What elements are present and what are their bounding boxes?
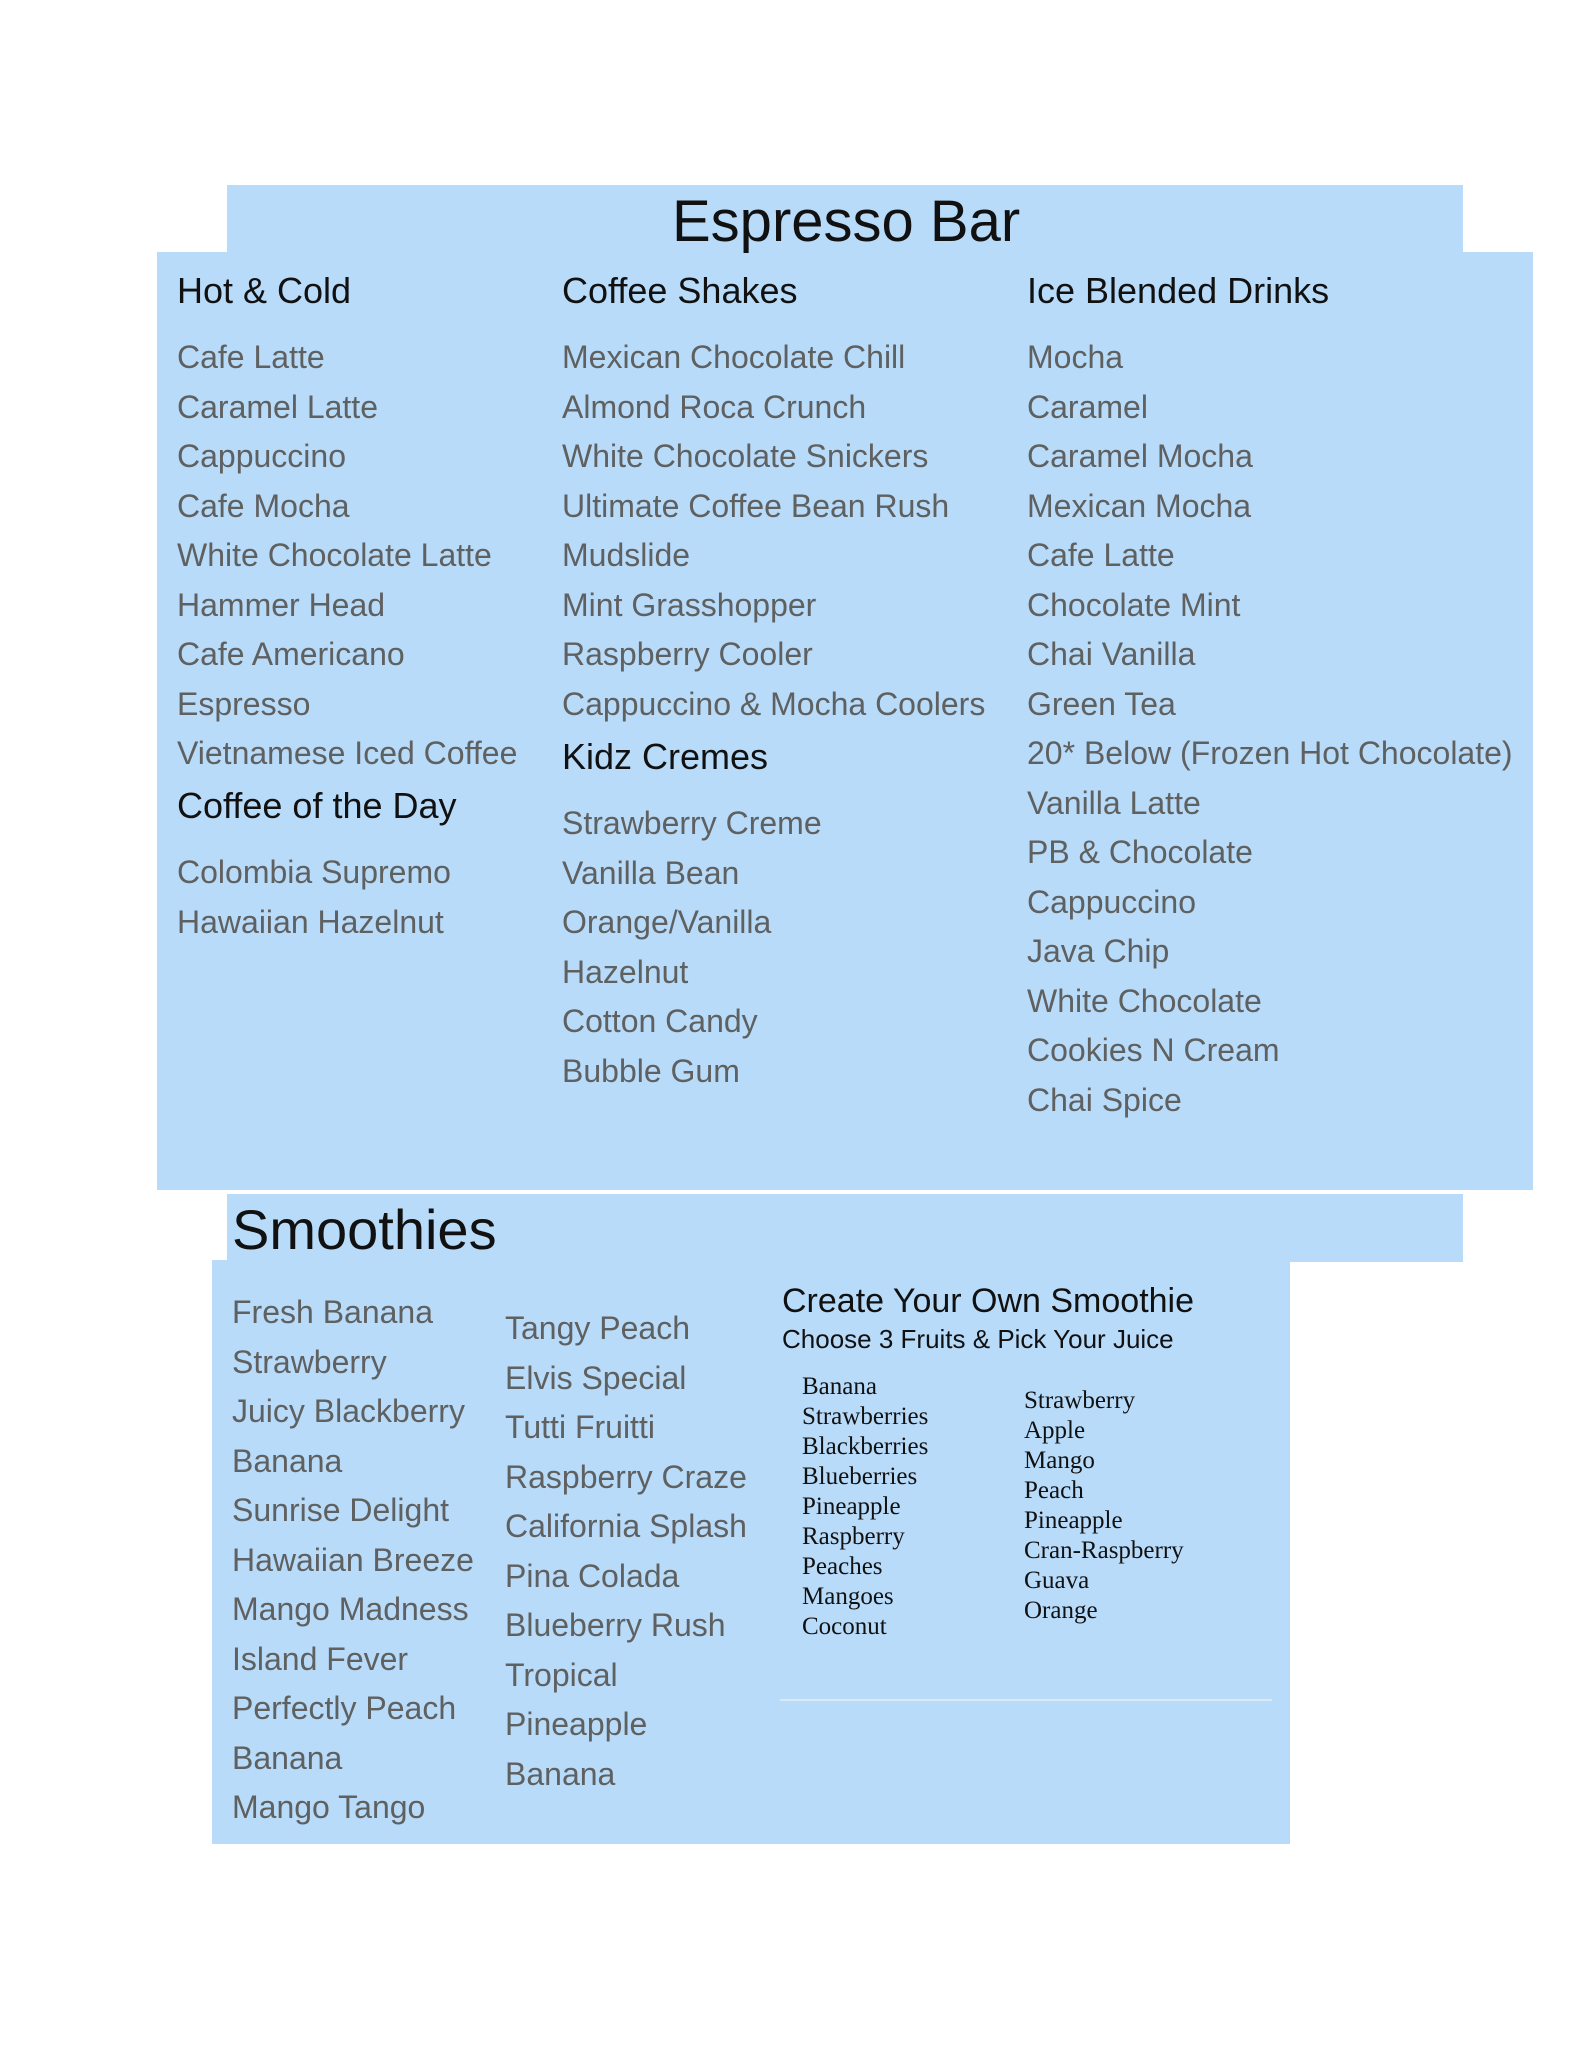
list-item: Raspberry: [802, 1523, 905, 1550]
list-item: Fresh Banana: [232, 1294, 434, 1330]
hot-cold-list: [177, 333, 517, 779]
list-item: PB & Chocolate: [1027, 834, 1253, 870]
ice-blended-list: [1027, 333, 1513, 1125]
coffee-shakes-heading: Coffee Shakes: [562, 270, 798, 311]
fruits-list: [802, 1372, 928, 1642]
juices-list: [1024, 1386, 1184, 1626]
list-item: Hawaiian Breeze: [232, 1541, 474, 1578]
list-item: Caramel Latte: [177, 388, 378, 425]
list-item: Banana: [505, 1755, 616, 1792]
list-item: Cookies N Cream: [1027, 1032, 1280, 1068]
list-item: Mudslide: [562, 537, 691, 573]
list-item: Cafe Americano: [177, 636, 405, 672]
list-item: Tutti Fruitti: [505, 1409, 655, 1445]
list-item: Chai Spice: [1027, 1081, 1182, 1118]
list-item: Pineapple: [1024, 1507, 1123, 1534]
list-item: Coconut: [802, 1613, 887, 1640]
list-item: Peaches: [802, 1553, 883, 1580]
list-item: Banana: [802, 1373, 877, 1400]
list-item: Elvis Special: [505, 1359, 687, 1396]
list-item: Cotton Candy: [562, 1003, 758, 1039]
list-item: Strawberries: [802, 1403, 929, 1430]
coffee-shakes-list: [562, 333, 985, 729]
list-item: Cafe Latte: [177, 339, 325, 375]
list-item: Cappuccino: [177, 438, 346, 474]
list-item: Blueberry Rush: [505, 1607, 726, 1643]
list-item: Sunrise Delight: [232, 1492, 449, 1528]
list-item: Cafe Latte: [1027, 537, 1175, 573]
list-item: Strawberry Creme: [562, 805, 822, 841]
list-item: Espresso: [177, 685, 311, 722]
list-item: Tropical: [505, 1656, 618, 1693]
list-item: Caramel: [1027, 388, 1148, 425]
list-item: Juicy Blackberry: [232, 1393, 465, 1429]
list-item: Pineapple: [505, 1706, 648, 1742]
kidz-cremes-list: [562, 799, 822, 1096]
list-item: Banana: [232, 1442, 343, 1479]
list-item: Orange/Vanilla: [562, 904, 772, 940]
list-item: Strawberry: [1024, 1387, 1136, 1414]
list-item: Blackberries: [802, 1433, 929, 1460]
kidz-cremes-heading: Kidz Cremes: [562, 736, 769, 777]
list-item: Apple: [1024, 1417, 1086, 1444]
hot-cold-heading: Hot & Cold: [177, 270, 352, 311]
list-item: Island Fever: [232, 1640, 409, 1677]
list-item: Mango Tango: [232, 1789, 426, 1825]
list-item: Cafe Mocha: [177, 487, 350, 524]
list-item: Perfectly Peach: [232, 1690, 457, 1726]
list-item: Mexican Mocha: [1027, 487, 1252, 524]
list-item: Strawberry: [232, 1343, 387, 1380]
list-item: Pineapple: [802, 1493, 901, 1520]
create-own-divider: [780, 1699, 1272, 1701]
list-item: Pina Colada: [505, 1557, 680, 1594]
list-item: Ultimate Coffee Bean Rush: [562, 487, 950, 524]
list-item: Blueberries: [802, 1463, 918, 1490]
list-item: Cran-Raspberry: [1024, 1537, 1184, 1564]
list-item: Caramel Mocha: [1027, 438, 1253, 474]
list-item: Java Chip: [1027, 933, 1170, 969]
list-item: Raspberry Cooler: [562, 636, 813, 672]
list-item: Banana: [232, 1739, 343, 1776]
smoothies-col1-list: [232, 1288, 474, 1833]
ice-blended-heading: Ice Blended Drinks: [1027, 270, 1330, 311]
list-item: Vietnamese Iced Coffee: [177, 735, 518, 771]
coffee-of-day-list: [177, 848, 451, 947]
list-item: Colombia Supremo: [177, 854, 451, 890]
list-item: Peach: [1024, 1477, 1084, 1504]
list-item: Hawaiian Hazelnut: [177, 903, 444, 940]
list-item: Cappuccino: [1027, 883, 1196, 920]
list-item: Cappuccino & Mocha Coolers: [562, 685, 986, 722]
list-item: 20* Below (Frozen Hot Chocolate): [1027, 735, 1513, 771]
list-item: White Chocolate Snickers: [562, 438, 929, 474]
list-item: Mango: [1024, 1447, 1095, 1474]
list-item: Chocolate Mint: [1027, 586, 1241, 623]
create-own-heading: Create Your Own Smoothie: [782, 1282, 1195, 1320]
coffee-of-day-heading: Coffee of the Day: [177, 785, 457, 826]
list-item: Hammer Head: [177, 586, 386, 623]
list-item: Almond Roca Crunch: [562, 388, 867, 425]
list-item: Mint Grasshopper: [562, 586, 817, 623]
list-item: California Splash: [505, 1508, 747, 1544]
list-item: Tangy Peach: [505, 1310, 691, 1346]
list-item: Mango Madness: [232, 1591, 469, 1627]
list-item: Raspberry Craze: [505, 1458, 747, 1495]
list-item: Orange: [1024, 1597, 1098, 1624]
espresso-bar-title: Espresso Bar: [672, 189, 1021, 254]
list-item: Chai Vanilla: [1027, 636, 1196, 672]
smoothies-title: Smoothies: [232, 1198, 497, 1261]
list-item: Mexican Chocolate Chill: [562, 339, 906, 375]
list-item: Guava: [1024, 1567, 1090, 1594]
list-item: Vanilla Bean: [562, 854, 740, 891]
list-item: Green Tea: [1027, 685, 1176, 722]
list-item: White Chocolate: [1027, 982, 1262, 1019]
list-item: White Chocolate Latte: [177, 537, 492, 573]
list-item: Hazelnut: [562, 953, 689, 990]
list-item: Mocha: [1027, 339, 1124, 375]
list-item: Mangoes: [802, 1583, 894, 1610]
list-item: Vanilla Latte: [1027, 784, 1201, 821]
smoothies-col2-list: [505, 1304, 747, 1799]
list-item: Bubble Gum: [562, 1052, 740, 1089]
create-own-subheading: Choose 3 Fruits & Pick Your Juice: [782, 1324, 1174, 1354]
